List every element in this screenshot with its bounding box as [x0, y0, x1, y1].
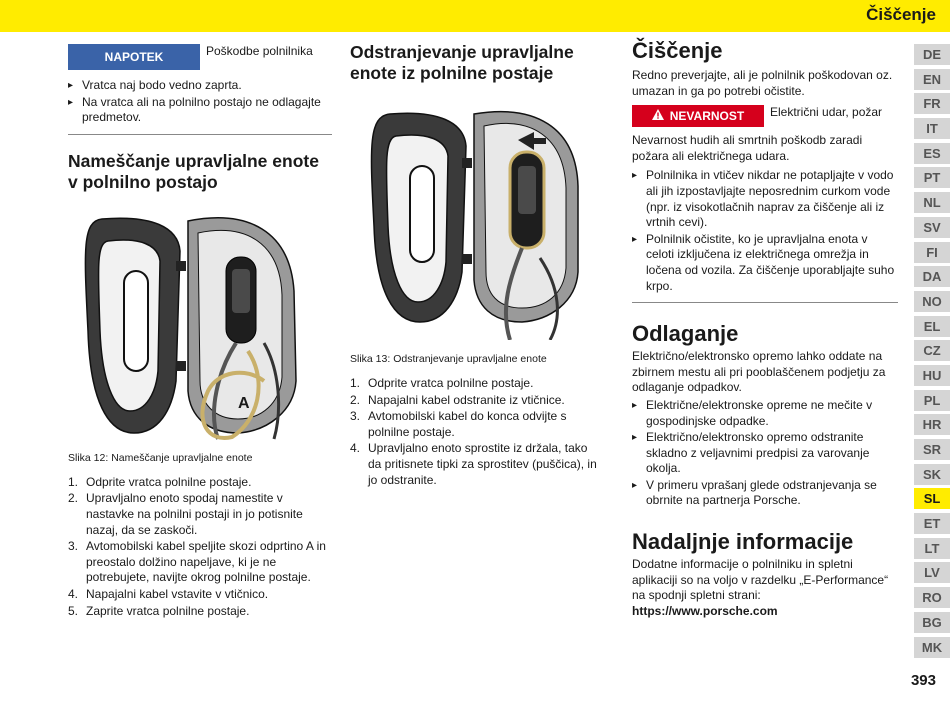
paragraph: Dodatne informacije o polnilniku in spletni aplikaciji so na voljo v razdelku „E-Performance“ na spodnji spletni strani: https://www.porsche.com: [632, 557, 889, 618]
figure-label-a: A: [238, 394, 250, 412]
note-list: [68, 78, 332, 126]
step-item: 4. Napajalni kabel vstavite v vtičnico.: [68, 586, 269, 601]
disposal-list: [632, 398, 898, 509]
warning-triangle-icon: [652, 109, 664, 123]
figure-remove: [350, 108, 602, 340]
language-tab-sr[interactable]: SR: [914, 439, 950, 460]
column-left: [68, 44, 332, 620]
language-tab-en[interactable]: EN: [914, 69, 950, 90]
list-item: ▸ Polnilnika in vtičev nikdar ne potapljajte v vodo ali jih izpostavljajte neposrednim curkom vode (npr. iz visokotlačnih naprav za čiščenje ali iz vrtnih cevi).: [632, 168, 898, 230]
language-tab-pl[interactable]: PL: [914, 390, 950, 411]
column-right: [632, 38, 898, 619]
language-tab-es[interactable]: ES: [914, 143, 950, 164]
website-link[interactable]: https://www.porsche.com: [632, 603, 778, 618]
list-item: ▸ Polnilnik očistite, ko je upravljalna enota v celoti izključena iz električnega omrežja in ločena od vozila. Za čiščenje uporabljajte suho krpo.: [632, 232, 898, 294]
steps-list: [350, 376, 602, 488]
language-tab-nl[interactable]: NL: [914, 192, 950, 213]
charger-install-illustration: [68, 211, 332, 441]
section-heading: Odstranjevanje upravljalne enote iz polnilne postaje: [350, 42, 574, 83]
steps-list: [68, 475, 332, 619]
figure-caption: Slika 12: Nameščanje upravljalne enote: [68, 451, 253, 464]
language-tab-fr[interactable]: FR: [914, 93, 950, 114]
language-tab-cz[interactable]: CZ: [914, 340, 950, 361]
page-number: 393: [910, 672, 936, 689]
language-tab-da[interactable]: DA: [914, 266, 950, 287]
step-item: 2. Upravljalno enoto spodaj namestite v nastavke na polnilni postaji in jo potisnite nazaj, da se zaskoči.: [68, 491, 303, 537]
language-tab-ro[interactable]: RO: [914, 587, 950, 608]
list-item: ▸ Vratca naj bodo vedno zaprta.: [68, 78, 332, 94]
paragraph: Nevarnost hudih ali smrtnih poškodb zaradi požara ali električnega udara.: [632, 133, 863, 163]
language-tab-lt[interactable]: LT: [914, 538, 950, 559]
step-item: 1. Odprite vratca polnilne postaje.: [350, 376, 534, 390]
page-section-title: Čiščenje: [866, 5, 936, 24]
step-item: 1. Odprite vratca polnilne postaje.: [68, 474, 252, 489]
section-heading-disposal: Odlaganje: [632, 321, 739, 347]
step-item: 2. Napajalni kabel odstranite iz vtičnice.: [350, 392, 565, 407]
language-tab-lv[interactable]: LV: [914, 562, 950, 583]
note-badge: NAPOTEK: [68, 44, 200, 70]
section-heading-cleaning: Čiščenje: [632, 38, 723, 63]
figure-install: [68, 211, 332, 441]
language-tabs: [914, 44, 950, 661]
step-item: 3. Avtomobilski kabel do konca odvijte s polnilne postaje.: [350, 409, 567, 439]
language-tab-mk[interactable]: MK: [914, 637, 950, 658]
list-item: ▸ Na vratca ali na polnilno postajo ne odlagajte predmetov.: [68, 95, 332, 126]
language-tab-de[interactable]: DE: [914, 44, 950, 65]
danger-box: [632, 105, 898, 127]
note-title: Poškodbe polnilnika: [206, 44, 313, 58]
charger-remove-illustration: [350, 108, 602, 340]
step-item: 5. Zaprite vratca polnilne postaje.: [68, 603, 250, 618]
danger-title: Električni udar, požar: [770, 105, 883, 120]
figure-caption: Slika 13: Odstranjevanje upravljalne enote: [350, 353, 547, 365]
language-tab-sv[interactable]: SV: [914, 217, 950, 238]
language-tab-no[interactable]: NO: [914, 291, 950, 312]
step-item: 3. Avtomobilski kabel speljite skozi odprtino A in preostalo dolžino napeljave, ki je ne potrebujete, navijte okrog polnilne postaje.: [68, 539, 326, 585]
language-tab-fi[interactable]: FI: [914, 242, 950, 263]
column-middle: [350, 42, 602, 489]
language-tab-sk[interactable]: SK: [914, 464, 950, 485]
language-tab-et[interactable]: ET: [914, 513, 950, 534]
list-item: ▸ Električne/elektronske opreme ne mečite v gospodinjske odpadke.: [632, 398, 898, 429]
paragraph: Redno preverjajte, ali je polnilnik poškodovan oz. umazan in ga po potrebi očistite.: [632, 68, 893, 98]
danger-list: [632, 168, 898, 294]
language-tab-pt[interactable]: PT: [914, 167, 950, 188]
language-tab-bg[interactable]: BG: [914, 612, 950, 633]
section-heading: Nameščanje upravljalne enote v polnilno postajo: [68, 150, 319, 192]
paragraph: Električno/elektronsko opremo lahko oddate na zbirnem mestu ali pri pooblaščenem podjetju za odlaganje odpadkov.: [632, 349, 886, 395]
language-tab-hu[interactable]: HU: [914, 365, 950, 386]
language-tab-el[interactable]: EL: [914, 316, 950, 337]
list-item: ▸ V primeru vprašanj glede odstranjevanja se obrnite na partnerja Porsche.: [632, 478, 898, 509]
top-bar: [0, 0, 950, 32]
step-item: 4. Upravljalno enoto sprostite iz držala, tako da pritisnete tipki za sprostitev (puščica), in jo odstranite.: [350, 441, 597, 487]
language-tab-sl[interactable]: SL: [914, 488, 950, 509]
list-item: ▸ Električno/elektronsko opremo odstranite skladno z veljavnimi predpisi za varovanje okolja.: [632, 430, 898, 477]
language-tab-it[interactable]: IT: [914, 118, 950, 139]
danger-badge: NEVARNOST: [632, 105, 764, 127]
section-heading-info: Nadaljnje informacije: [632, 529, 854, 555]
divider: [632, 302, 898, 303]
divider: [68, 134, 332, 135]
language-tab-hr[interactable]: HR: [914, 414, 950, 435]
note-box: [68, 44, 332, 70]
